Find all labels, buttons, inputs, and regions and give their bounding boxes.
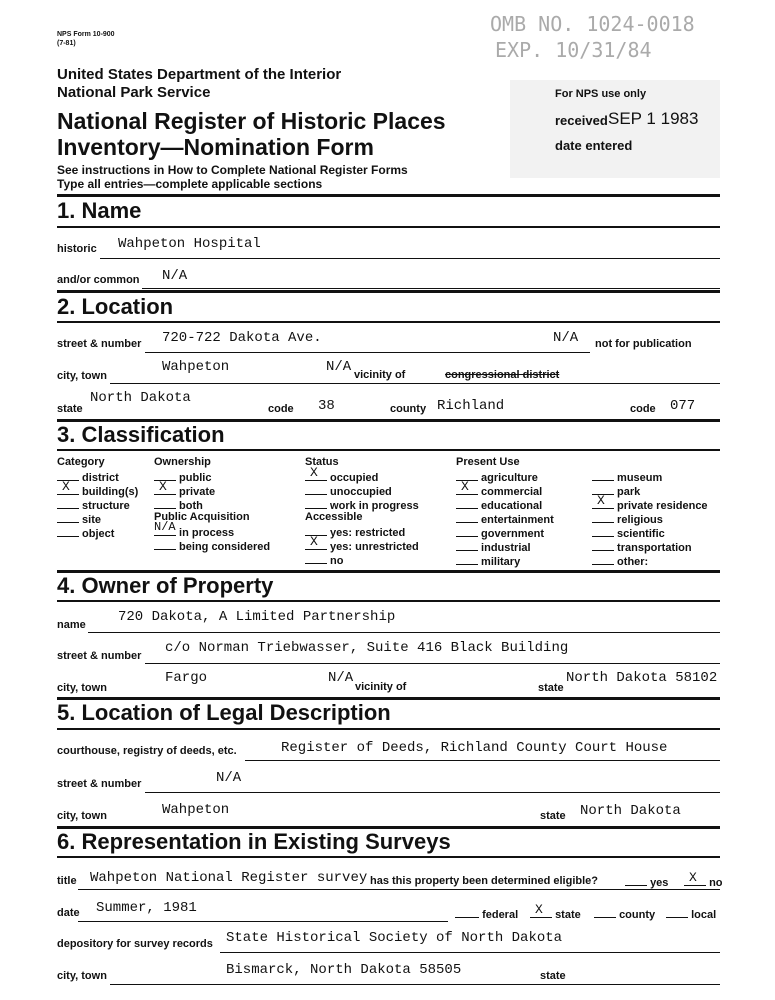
state-code-value: 38: [318, 398, 335, 414]
category-checkbox: [57, 526, 79, 537]
county-level-label: county: [619, 909, 656, 921]
ownership-label: private: [176, 486, 216, 498]
section-divider: [57, 194, 720, 197]
common-name-value: N/A: [162, 268, 188, 284]
category-item: [57, 526, 114, 540]
present-use-label: scientific: [614, 528, 665, 540]
present-use-label: government: [478, 528, 545, 540]
owner-name-label: name: [57, 619, 86, 631]
section-rule: [57, 728, 720, 730]
legal-street-value: N/A: [216, 770, 242, 786]
legal-city-label: city, town: [57, 810, 107, 822]
present-use-label: educational: [478, 500, 543, 512]
present-use-item: [592, 554, 648, 568]
present-use-checkbox: [456, 554, 478, 565]
legal-city-value: Wahpeton: [162, 802, 230, 818]
present-use-checkbox: [456, 479, 478, 495]
present-use-label: private residence: [614, 500, 708, 512]
owner-street-label: street & number: [57, 650, 142, 662]
category-label: district: [79, 472, 119, 484]
legal-state-label: state: [540, 810, 566, 822]
present-use-item: [592, 512, 663, 526]
present-use-header: Present Use: [456, 456, 520, 468]
field-line: [110, 383, 720, 384]
state-level-option: [530, 902, 581, 921]
historic-name-value: Wahpeton Hospital: [118, 236, 261, 252]
category-item: [57, 498, 130, 512]
county-label: county: [390, 403, 427, 415]
field-line: [88, 632, 720, 633]
status-label: occupied: [327, 472, 379, 484]
yes-label: yes: [650, 877, 669, 889]
courthouse-value: Register of Deeds, Richland County Court House: [281, 740, 668, 756]
city-town-value: Wahpeton: [162, 359, 230, 375]
federal-option: [455, 907, 518, 921]
depository-value: State Historical Society of North Dakota: [226, 930, 563, 946]
survey-title-label: title: [57, 875, 77, 887]
present-use-checkbox: [592, 540, 614, 551]
owner-city-label: city, town: [57, 682, 107, 694]
legal-street-label: street & number: [57, 778, 142, 790]
present-use-checkbox: [592, 554, 614, 565]
state-level-mark: X: [535, 902, 543, 917]
category-label: object: [79, 528, 115, 540]
date-entered-label: date entered: [555, 138, 633, 153]
acquisition-item: [154, 520, 235, 539]
category-mark: X: [62, 479, 70, 494]
present-use-item: [456, 526, 544, 540]
present-use-item: [592, 470, 662, 484]
depository-label: depository for survey records: [57, 938, 213, 950]
county-blank: [594, 907, 616, 918]
present-use-item: [456, 498, 542, 512]
historic-label: historic: [57, 243, 97, 255]
status-checkbox: [305, 498, 327, 509]
present-use-item: [592, 526, 665, 540]
accessible-item: [305, 534, 419, 553]
state-value: North Dakota: [90, 390, 191, 406]
present-use-label: other:: [614, 556, 649, 568]
present-use-checkbox: [592, 470, 614, 481]
instructions-line1: See instructions in How to Complete National Register Forms: [57, 163, 408, 177]
present-use-checkbox: [456, 512, 478, 523]
present-use-item: [456, 479, 543, 498]
ownership-item: [154, 479, 216, 498]
accessible-label: yes: unrestricted: [327, 541, 419, 553]
category-checkbox: [57, 498, 79, 509]
section-rule: [57, 600, 720, 602]
section-rule: [57, 321, 720, 323]
vicinity-label: vicinity of: [354, 369, 406, 381]
section-rule: [57, 856, 720, 858]
accessible-header: Accessible: [305, 511, 363, 523]
section-rule: [57, 226, 720, 228]
field-line: [100, 258, 720, 259]
federal-label: federal: [482, 909, 519, 921]
acquisition-item: [154, 539, 270, 553]
ownership-checkbox: [154, 479, 176, 495]
owner-name-value: 720 Dakota, A Limited Partnership: [118, 609, 396, 625]
legal-state-value: North Dakota: [580, 803, 681, 819]
present-use-label: park: [614, 486, 641, 498]
present-use-item: [592, 540, 692, 554]
city-town-label: city, town: [57, 370, 107, 382]
field-line: [245, 760, 720, 761]
owner-state-label: state: [538, 682, 564, 694]
category-item: [57, 479, 139, 498]
present-use-checkbox: [592, 512, 614, 523]
status-item: [305, 498, 419, 512]
owner-vicinity-value: N/A: [328, 670, 354, 686]
field-line: [145, 352, 590, 353]
county-option: [594, 907, 655, 921]
section-6-title: 6. Representation in Existing Surveys: [57, 829, 451, 854]
not-for-publication-value: N/A: [553, 330, 579, 346]
survey-date-value: Summer, 1981: [96, 900, 197, 916]
present-use-checkbox: [592, 493, 614, 509]
present-use-mark: X: [461, 479, 469, 494]
section-2-title: 2. Location: [57, 294, 174, 319]
local-label: local: [691, 909, 717, 921]
ownership-checkbox: [154, 498, 176, 509]
form-title-line2: Inventory—Nomination Form: [57, 134, 374, 160]
omb-stamp-line1: OMB NO. 1024-0018: [490, 12, 695, 36]
section-divider: [57, 290, 720, 293]
ownership-label: both: [176, 500, 203, 512]
status-mark: X: [310, 465, 318, 480]
owner-street-value: c/o Norman Triebwasser, Suite 416 Black Building: [165, 640, 569, 656]
present-use-checkbox: [456, 526, 478, 537]
present-use-label: religious: [614, 514, 663, 526]
county-code-label: code: [630, 403, 656, 415]
eligibility-question: has this property been determined eligible?: [370, 875, 598, 887]
no-option: [684, 870, 723, 889]
status-label: work in progress: [327, 500, 419, 512]
no-mark: X: [689, 870, 697, 885]
accessible-checkbox: [305, 553, 327, 564]
status-header: Status: [305, 456, 339, 468]
present-use-label: industrial: [478, 542, 531, 554]
acquisition-mark: N/A: [154, 520, 176, 534]
status-checkbox: [305, 465, 327, 481]
category-checkbox: [57, 479, 79, 495]
present-use-checkbox: [456, 498, 478, 509]
category-label: site: [79, 514, 102, 526]
field-line: [145, 663, 720, 664]
congressional-district-label: congressional district: [445, 369, 560, 381]
category-item: [57, 512, 101, 526]
state-label: state: [57, 403, 83, 415]
yes-option: [625, 875, 668, 889]
service-name: National Park Service: [57, 84, 211, 101]
street-number-value: 720-722 Dakota Ave.: [162, 330, 322, 346]
present-use-item: [456, 512, 554, 526]
federal-blank: [455, 907, 479, 918]
common-name-label: and/or common: [57, 274, 140, 286]
survey-title-value: Wahpeton National Register survey: [90, 870, 368, 886]
ownership-item: [154, 498, 203, 512]
vicinity-value: N/A: [326, 359, 352, 375]
nps-use-title: For NPS use only: [555, 88, 647, 100]
accessible-item: [305, 525, 405, 539]
omb-stamp-line2: EXP. 10/31/84: [495, 38, 652, 62]
status-item: [305, 465, 379, 484]
section-5-title: 5. Location of Legal Description: [57, 700, 391, 725]
ownership-header: Ownership: [154, 456, 211, 468]
field-line: [110, 984, 720, 985]
present-use-label: agriculture: [478, 472, 538, 484]
ownership-label: public: [176, 472, 212, 484]
present-use-label: military: [478, 556, 521, 568]
accessible-mark: X: [310, 534, 318, 549]
received-date-stamp: SEP 1 1983: [608, 109, 699, 128]
present-use-mark: X: [597, 493, 605, 508]
local-option: [666, 907, 716, 921]
yes-blank: [625, 875, 647, 886]
no-blank: [684, 870, 706, 886]
category-label: building(s): [79, 486, 139, 498]
section-rule: [57, 449, 720, 451]
accessible-label: no: [327, 555, 344, 567]
status-item: [305, 484, 392, 498]
form-title-line1: National Register of Historic Places: [57, 108, 446, 134]
present-use-label: entertainment: [478, 514, 554, 526]
field-line: [78, 921, 448, 922]
state-level-label: state: [555, 909, 581, 921]
form-date: (7-81): [57, 40, 76, 47]
acquisition-checkbox: [154, 539, 176, 550]
local-blank: [666, 907, 688, 918]
survey-city-value: Bismarck, North Dakota 58505: [226, 962, 462, 978]
status-label: unoccupied: [327, 486, 392, 498]
present-use-label: transportation: [614, 542, 692, 554]
section-4-title: 4. Owner of Property: [57, 573, 274, 598]
not-for-publication-label: not for publication: [595, 338, 692, 350]
present-use-checkbox: [592, 526, 614, 537]
survey-city-label: city, town: [57, 970, 107, 982]
owner-city-value: Fargo: [165, 670, 208, 686]
street-number-label: street & number: [57, 338, 142, 350]
accessible-checkbox: [305, 534, 327, 550]
field-line: [220, 952, 720, 953]
field-line: [78, 889, 720, 890]
instructions-line2: Type all entries—complete applicable sections: [57, 177, 323, 191]
present-use-label: commercial: [478, 486, 543, 498]
survey-state-label: state: [540, 970, 566, 982]
field-line: [145, 792, 720, 793]
field-line: [142, 288, 720, 289]
accessible-item: [305, 553, 344, 567]
present-use-item: [592, 493, 708, 512]
state-code-label: code: [268, 403, 294, 415]
present-use-item: [456, 540, 531, 554]
received-label: received: [555, 113, 608, 128]
section-3-title: 3. Classification: [57, 422, 225, 447]
present-use-checkbox: [456, 540, 478, 551]
accessible-label: yes: restricted: [327, 527, 406, 539]
owner-vicinity-label: vicinity of: [355, 681, 407, 693]
public-acquisition-header: Public Acquisition: [154, 511, 250, 523]
state-level-blank: [530, 902, 552, 918]
acquisition-checkbox: [154, 520, 176, 536]
category-label: structure: [79, 500, 130, 512]
section-1-title: 1. Name: [57, 198, 142, 223]
ownership-mark: X: [159, 479, 167, 494]
present-use-label: museum: [614, 472, 663, 484]
category-checkbox: [57, 512, 79, 523]
acquisition-label: in process: [176, 527, 235, 539]
owner-state-value: North Dakota 58102: [566, 670, 718, 686]
acquisition-label: being considered: [176, 541, 271, 553]
status-checkbox: [305, 484, 327, 495]
department-name: United States Department of the Interior: [57, 66, 342, 83]
county-value: Richland: [437, 398, 505, 414]
present-use-item: [456, 554, 520, 568]
county-code-value: 077: [670, 398, 696, 414]
category-header: Category: [57, 456, 105, 468]
survey-date-label: date: [57, 907, 80, 919]
form-number: NPS Form 10-900: [57, 31, 115, 38]
courthouse-label: courthouse, registry of deeds, etc.: [57, 745, 237, 757]
no-label: no: [709, 877, 723, 889]
